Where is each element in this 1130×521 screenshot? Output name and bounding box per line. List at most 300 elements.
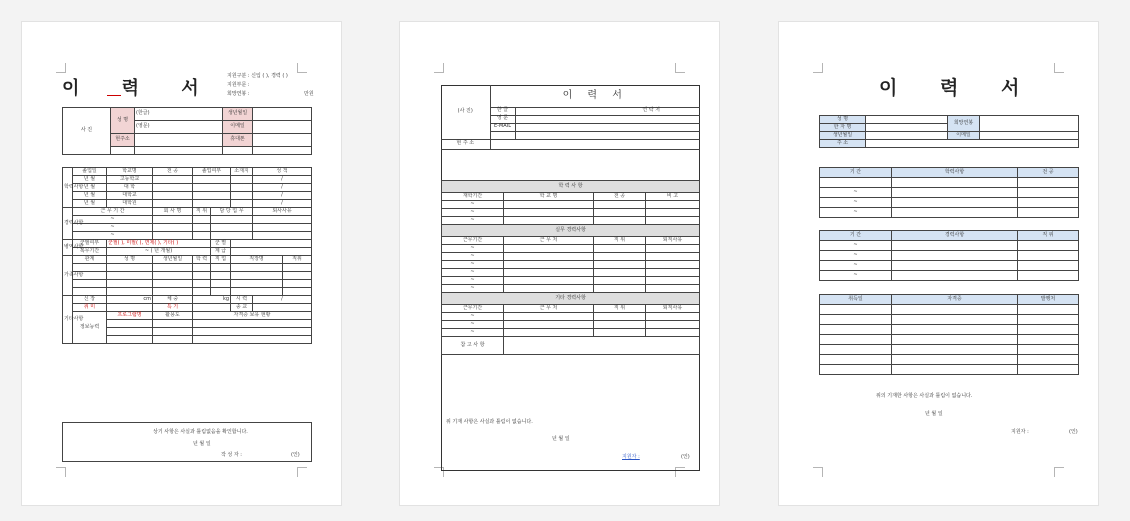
table-cell — [193, 272, 211, 280]
table-cell — [231, 240, 312, 248]
table-cell: 취 미 — [73, 304, 107, 312]
table-cell: ~ — [442, 261, 504, 269]
table-cell: ~ — [820, 198, 892, 208]
table-cell — [490, 139, 700, 149]
table-cell: 생년월일 — [223, 108, 253, 121]
table-cell — [504, 269, 594, 277]
table-cell: 기타사항 — [63, 296, 73, 344]
table-cell: 학력사항 — [63, 168, 73, 208]
table-cell: 활용도 — [153, 312, 193, 320]
table-cell — [73, 288, 107, 296]
table-cell — [211, 272, 231, 280]
table-cell — [107, 336, 153, 344]
table-cell — [594, 209, 646, 217]
table-cell: 취득일 — [820, 295, 892, 305]
table-cell — [211, 224, 253, 232]
table-cell — [253, 224, 312, 232]
table-cell — [594, 277, 646, 285]
table-cell: ~ — [442, 201, 504, 209]
table-cell — [231, 288, 283, 296]
table-cell — [107, 280, 153, 288]
table-cell — [594, 329, 646, 337]
table-cell: 생년월일 — [153, 256, 193, 264]
table-cell: 발행처 — [1018, 295, 1079, 305]
table-cell — [1018, 325, 1079, 335]
table-cell — [211, 264, 231, 272]
table-cell: 기 간 — [820, 231, 892, 241]
table-cell: 휴대폰 — [223, 134, 253, 147]
doc-title: 이 력 서 — [62, 78, 217, 99]
table-cell: / — [253, 296, 312, 304]
table-cell — [504, 337, 700, 355]
table-cell — [892, 335, 1018, 345]
table-cell — [866, 132, 948, 140]
doc2-body-table — [441, 180, 700, 355]
table-cell: ~ — [442, 321, 504, 329]
table-cell: 학교명 — [107, 168, 153, 176]
table-cell: 체 중 — [153, 296, 193, 304]
table-cell — [646, 209, 700, 217]
table-cell — [980, 132, 1079, 140]
table-cell — [1018, 198, 1079, 208]
table-cell: E-MAIL — [490, 123, 515, 131]
table-cell: 직 위 — [1018, 231, 1079, 241]
table-cell: ~ — [442, 217, 504, 225]
table-cell — [1018, 305, 1079, 315]
table-cell — [646, 313, 700, 321]
table-cell: 근 무 기 간 — [73, 208, 153, 216]
crop-mark — [434, 63, 444, 73]
table-cell — [820, 305, 892, 315]
table-cell: ~ — [442, 285, 504, 293]
table-cell: (영문) — [135, 121, 223, 134]
doc-title: 이 력 서 — [879, 77, 1038, 99]
table-cell: 참 고 사 항 — [442, 337, 504, 355]
table-cell — [253, 304, 312, 312]
resume-template-2[interactable] — [399, 21, 720, 506]
doc3-seal: (인) — [1069, 429, 1078, 435]
table-cell — [153, 176, 193, 184]
table-cell: 경력사항 — [63, 208, 73, 240]
table-cell: 계 급 — [211, 248, 231, 256]
table-cell — [1018, 208, 1079, 218]
table-cell — [892, 178, 1018, 188]
table-cell: / — [253, 200, 312, 208]
table-cell — [646, 201, 700, 209]
table-cell: 전 공 — [153, 168, 193, 176]
doc3-cert-table — [819, 294, 1079, 375]
table-cell: ~ — [442, 253, 504, 261]
table-cell — [107, 288, 153, 296]
table-cell: 직 업 — [211, 256, 231, 264]
table-cell — [283, 280, 312, 288]
table-cell — [504, 217, 594, 225]
table-cell: ~ — [442, 245, 504, 253]
table-cell — [193, 232, 211, 240]
table-cell: 특 기 — [153, 304, 193, 312]
table-cell — [594, 201, 646, 209]
table-cell — [107, 304, 153, 312]
table-cell — [594, 285, 646, 293]
table-cell: 주 소 — [820, 140, 866, 148]
table-cell — [504, 285, 594, 293]
table-cell — [646, 245, 700, 253]
table-cell — [892, 355, 1018, 365]
table-cell — [231, 280, 283, 288]
table-cell — [504, 329, 594, 337]
salary-unit: 만원 — [304, 91, 314, 97]
table-cell — [253, 108, 312, 121]
table-cell: 종 교 — [231, 304, 253, 312]
table-cell — [892, 345, 1018, 355]
table-cell: 생년월일 — [820, 132, 866, 140]
salary-label: 희망연봉 : — [227, 91, 250, 97]
table-cell — [153, 200, 193, 208]
table-cell — [211, 232, 253, 240]
table-cell — [135, 134, 223, 147]
table-cell: 근무기간 — [442, 237, 504, 245]
table-cell: 관계 — [73, 256, 107, 264]
crop-mark — [813, 63, 823, 73]
table-cell — [1018, 365, 1079, 375]
table-cell — [1018, 178, 1079, 188]
table-cell — [646, 253, 700, 261]
table-cell — [253, 216, 312, 224]
table-cell: 이메일 — [948, 132, 980, 140]
table-cell: 정보능력 — [73, 312, 107, 344]
table-cell: 현주소 — [111, 134, 135, 147]
table-cell — [820, 178, 892, 188]
table-cell — [231, 176, 253, 184]
table-cell — [1018, 241, 1079, 251]
table-cell — [866, 140, 1079, 148]
table-cell: 전 공 — [1018, 168, 1079, 178]
table-cell — [892, 188, 1018, 198]
doc2-footer-note: 위 기재 사항은 사실과 틀림이 없습니다. — [446, 419, 533, 425]
table-cell — [504, 277, 594, 285]
table-cell: 성 명 — [111, 108, 135, 134]
table-cell — [231, 248, 312, 256]
doc3-info-table — [819, 115, 1079, 148]
table-cell — [820, 335, 892, 345]
table-cell — [646, 285, 700, 293]
table-cell: ~ — [442, 313, 504, 321]
table-cell — [283, 272, 312, 280]
table-cell: 근무기간 — [442, 305, 504, 313]
table-cell — [153, 320, 193, 328]
table-cell — [153, 328, 193, 336]
table-cell: 성 적 — [253, 168, 312, 176]
table-cell: 학력사항 — [892, 168, 1018, 178]
table-cell — [231, 264, 283, 272]
table-cell: 대학교 — [107, 192, 153, 200]
table-cell — [515, 123, 700, 131]
table-cell: 가족사항 — [63, 256, 73, 296]
table-cell — [594, 245, 646, 253]
table-cell: 기 간 — [820, 168, 892, 178]
table-cell: 성 명 — [107, 256, 153, 264]
table-cell: 퇴직사유 — [646, 237, 700, 245]
table-cell — [111, 147, 135, 155]
table-cell — [866, 116, 948, 124]
table-cell — [504, 209, 594, 217]
table-cell — [253, 134, 312, 147]
crop-mark — [297, 63, 307, 73]
table-cell — [892, 241, 1018, 251]
doc3-edu-table — [819, 167, 1079, 218]
table-cell — [135, 147, 223, 155]
table-cell: 자격증 — [892, 295, 1018, 305]
table-cell: 대학원 — [107, 200, 153, 208]
table-cell: 년 월 — [73, 192, 107, 200]
table-cell — [646, 277, 700, 285]
table-cell — [646, 321, 700, 329]
table-cell — [820, 315, 892, 325]
table-cell: kg — [193, 296, 231, 304]
table-cell — [866, 124, 948, 132]
table-cell — [153, 336, 193, 344]
table-cell: 신 장 — [73, 296, 107, 304]
table-cell — [193, 280, 211, 288]
table-cell: ~ ( 년 개월) — [107, 248, 211, 256]
table-cell — [594, 217, 646, 225]
table-cell: 한 자 명 — [820, 124, 866, 132]
apply-type: 지원구분 : 신입 ( ), 경력 ( ) — [227, 73, 288, 79]
table-cell — [892, 198, 1018, 208]
table-cell — [504, 261, 594, 269]
table-cell: 비 고 — [646, 193, 700, 201]
table-cell — [1018, 355, 1079, 365]
table-cell: 고등학교 — [107, 176, 153, 184]
table-cell — [193, 224, 211, 232]
table-cell: ~ — [73, 232, 153, 240]
table-cell: ~ — [820, 251, 892, 261]
resume-template-1[interactable] — [21, 21, 342, 506]
table-cell — [283, 288, 312, 296]
table-cell — [892, 271, 1018, 281]
table-cell — [892, 261, 1018, 271]
table-cell: 퇴사사유 — [253, 208, 312, 216]
table-cell — [73, 264, 107, 272]
table-cell — [193, 328, 312, 336]
table-cell: 현 주 소 — [441, 139, 490, 149]
table-cell: 년 월 — [73, 184, 107, 192]
table-cell — [504, 245, 594, 253]
table-cell: 소재지 — [231, 168, 253, 176]
table-cell — [153, 232, 193, 240]
doc2-seal: (인) — [681, 454, 690, 460]
resume-template-3[interactable] — [778, 21, 1099, 506]
table-cell: (사 진) — [441, 85, 490, 139]
table-cell — [1018, 335, 1079, 345]
table-cell — [1018, 271, 1079, 281]
table-cell — [594, 261, 646, 269]
table-cell: 년 월 — [73, 200, 107, 208]
table-cell — [1018, 261, 1079, 271]
table-cell: 직 위 — [594, 237, 646, 245]
footer-box: 상기 사항은 사실과 틀림없음을 확인합니다. 년 월 일 작 성 자 : (인) — [62, 422, 312, 462]
table-cell — [193, 320, 312, 328]
table-cell: 근 무 처 — [504, 237, 594, 245]
table-cell — [283, 264, 312, 272]
table-cell: / — [253, 184, 312, 192]
table-cell — [153, 184, 193, 192]
table-cell — [231, 192, 253, 200]
table-cell — [193, 264, 211, 272]
table-cell: 병역사항 — [63, 240, 73, 256]
table-cell: 학 교 명 — [504, 193, 594, 201]
doc3-career-table — [819, 230, 1079, 281]
table-cell — [153, 192, 193, 200]
table-cell — [980, 116, 1079, 132]
crop-mark — [56, 63, 66, 73]
crop-mark — [297, 467, 307, 477]
table-cell: 학 력 사 항 — [442, 181, 700, 193]
table-cell — [504, 253, 594, 261]
doc2-writer: 지원자 : — [622, 454, 640, 460]
table-cell: 연 락 처 — [515, 107, 700, 115]
table-cell: 졸업일 — [73, 168, 107, 176]
table-cell: ~ — [820, 208, 892, 218]
table-cell — [73, 280, 107, 288]
table-cell: 담 당 업 무 — [211, 208, 253, 216]
table-cell — [515, 115, 700, 123]
table-cell: 군필( ), 미필( ), 면제( ), 기타( ) — [107, 240, 211, 248]
table-cell: 영 문 — [490, 115, 515, 123]
table-cell — [892, 251, 1018, 261]
crop-mark — [813, 467, 823, 477]
doc3-writer: 지원자 : — [1011, 429, 1029, 435]
doc2-header-table — [441, 85, 700, 150]
table-cell — [1018, 315, 1079, 325]
table-cell: 복무기간 — [73, 248, 107, 256]
table-cell: 전 공 — [594, 193, 646, 201]
table-cell — [211, 280, 231, 288]
table-cell — [594, 253, 646, 261]
table-cell — [193, 304, 231, 312]
table-cell — [153, 216, 193, 224]
table-cell: 기타 경력사항 — [442, 293, 700, 305]
table-cell — [193, 336, 312, 344]
table-cell — [820, 345, 892, 355]
table-cell — [1018, 251, 1079, 261]
table-cell: 이메일 — [223, 121, 253, 134]
table-cell — [253, 147, 312, 155]
table-cell: (한글) — [135, 108, 223, 121]
table-cell — [892, 325, 1018, 335]
table-cell: ~ — [73, 216, 153, 224]
table-cell — [153, 272, 193, 280]
table-cell — [153, 224, 193, 232]
table-cell — [193, 216, 211, 224]
table-cell: 회 사 명 — [153, 208, 193, 216]
table-cell — [892, 315, 1018, 325]
table-cell — [820, 355, 892, 365]
table-cell: 경력사항 — [892, 231, 1018, 241]
table-cell — [504, 321, 594, 329]
table-cell — [231, 200, 253, 208]
table-cell: / — [253, 176, 312, 184]
table-cell: 재학기간 — [442, 193, 504, 201]
table-cell: 희망연봉 — [948, 116, 980, 132]
table-cell — [820, 325, 892, 335]
table-cell: 이 력 서 — [490, 85, 700, 107]
table-cell — [892, 365, 1018, 375]
table-cell: 직 위 — [594, 305, 646, 313]
table-cell: 실무 경력사항 — [442, 225, 700, 237]
table-cell: ~ — [73, 224, 153, 232]
table-cell: 성 명 — [820, 116, 866, 124]
title-accent — [107, 95, 121, 96]
table-cell — [1018, 188, 1079, 198]
table-cell — [594, 313, 646, 321]
table-cell — [153, 264, 193, 272]
table-cell — [153, 288, 193, 296]
table-cell — [253, 232, 312, 240]
table-cell — [1018, 345, 1079, 355]
table-cell: 군 별 — [211, 240, 231, 248]
crop-mark — [56, 467, 66, 477]
table-cell — [193, 176, 231, 184]
doc3-date: 년 월 일 — [925, 411, 943, 417]
table-cell: ~ — [820, 241, 892, 251]
table-cell: ~ — [442, 209, 504, 217]
table-cell: 퇴직사유 — [646, 305, 700, 313]
apply-part: 지원부문 : — [227, 82, 250, 88]
table-cell: 졸업여부 — [193, 168, 231, 176]
table-cell: 직장명 — [231, 256, 283, 264]
photo-box: 사 진 — [63, 108, 111, 155]
table-cell: cm — [107, 296, 153, 304]
table-cell: ~ — [442, 269, 504, 277]
table-cell — [107, 264, 153, 272]
table-cell — [107, 272, 153, 280]
table-cell — [193, 192, 231, 200]
personal-info-table — [62, 107, 312, 155]
table-cell — [504, 201, 594, 209]
main-table — [62, 167, 312, 344]
table-cell: 자격증 보유 현황 — [193, 312, 312, 320]
table-cell — [594, 269, 646, 277]
crop-mark — [675, 63, 685, 73]
table-cell: ~ — [442, 329, 504, 337]
table-cell — [223, 147, 253, 155]
table-cell — [107, 320, 153, 328]
crop-mark — [1054, 63, 1064, 73]
table-cell — [107, 328, 153, 336]
table-cell — [504, 313, 594, 321]
table-cell: 직 위 — [193, 208, 211, 216]
table-cell: 직위 — [283, 256, 312, 264]
table-cell — [211, 216, 253, 224]
table-cell: 시 력 — [231, 296, 253, 304]
table-cell — [253, 121, 312, 134]
table-cell — [153, 280, 193, 288]
doc3-footer-note: 위의 기재한 사항은 사실과 틀림이 없습니다. — [876, 393, 973, 399]
table-cell: ~ — [820, 271, 892, 281]
table-cell — [646, 269, 700, 277]
table-cell: 년 월 — [73, 176, 107, 184]
table-cell: 프로그램명 — [107, 312, 153, 320]
table-cell — [193, 288, 211, 296]
table-cell — [193, 200, 231, 208]
table-cell — [892, 208, 1018, 218]
doc2-date: 년 월 일 — [552, 436, 570, 442]
table-cell — [594, 321, 646, 329]
table-cell — [646, 217, 700, 225]
table-cell: 군필여부 — [73, 240, 107, 248]
table-cell — [211, 288, 231, 296]
